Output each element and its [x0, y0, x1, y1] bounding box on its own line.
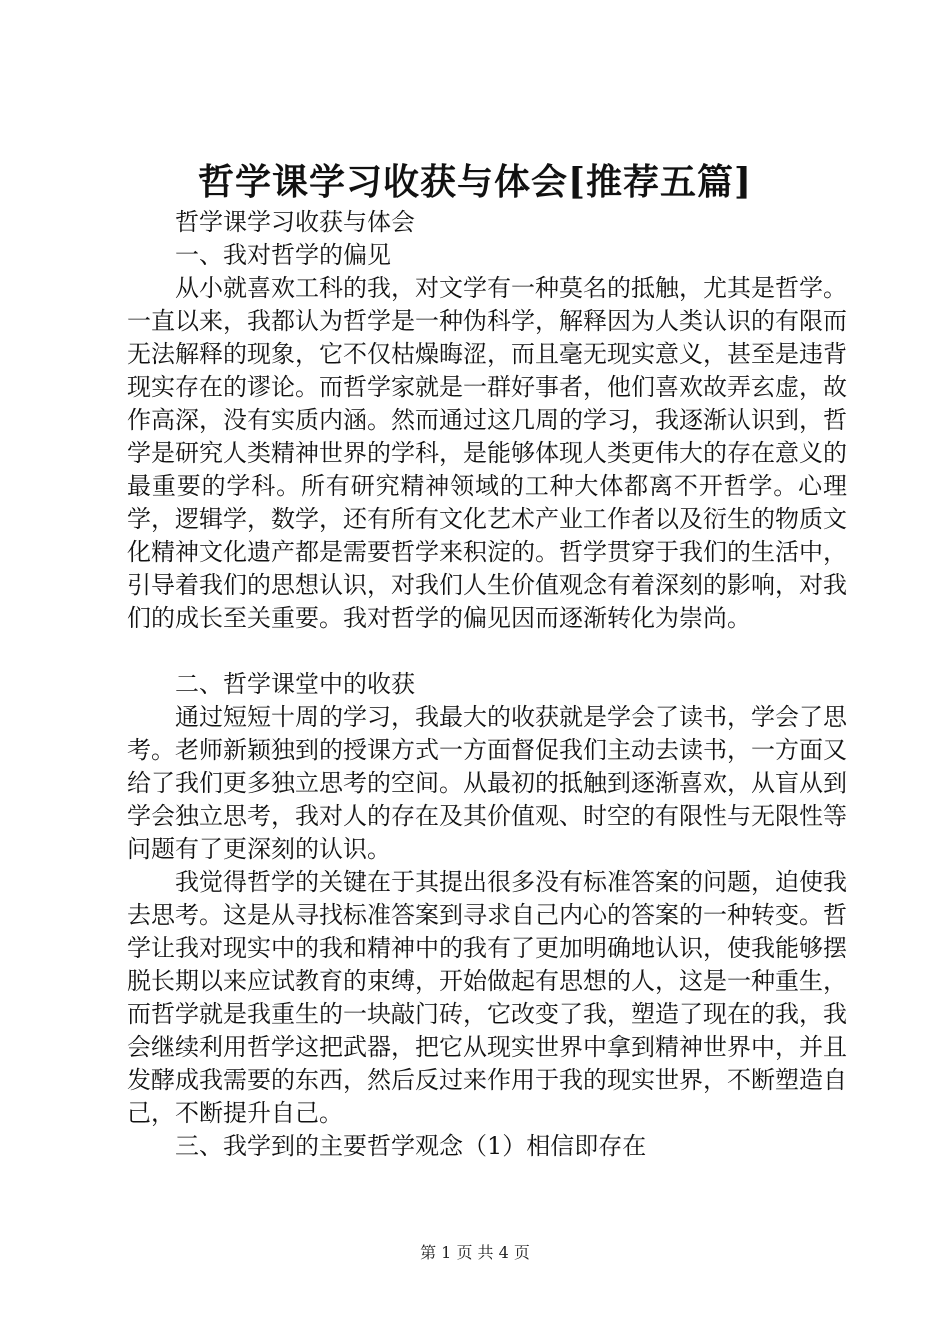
body-paragraph-3: 我觉得哲学的关键在于其提出很多没有标准答案的问题，迫使我去思考。这是从寻找标准答案到寻求自己内心的答案的一种转变。哲学让我对现实中的我和精神中的我有了更加明确地认识，使我能够摆脱长期以来应试教育的束缚，开始做起有思想的人，这是一种重生，而哲学就是我重生的一块敲门砖，它改变了我，塑造了现在的我，我会继续利用哲学这把武器，把它从现实世界中拿到精神世界中，并且发酵成我需要的东西，然后反过来作用于我的现实世界，不断塑造自己，不断提升自己。 [127, 868, 847, 1127]
section-heading-3: 三、我学到的主要哲学观念（1）相信即存在 [175, 1132, 647, 1160]
subtitle-paragraph: 哲学课学习收获与体会 [175, 208, 415, 236]
section-heading-2: 二、哲学课堂中的收获 [175, 670, 415, 698]
document-body [127, 206, 847, 1163]
page-number-footer: 第 1 页 共 4 页 [420, 1243, 530, 1262]
body-paragraph-2: 通过短短十周的学习，我最大的收获就是学会了读书，学会了思考。老师新颖独到的授课方式一方面督促我们主动去读书，一方面又给了我们更多独立思考的空间。从最初的抵触到逐渐喜欢，从盲从到学会独立思考，我对人的存在及其价值观、时空的有限性与无限性等问题有了更深刻的认识。 [127, 703, 847, 863]
section-heading-1: 一、我对哲学的偏见 [175, 241, 391, 269]
body-paragraph-1: 从小就喜欢工科的我，对文学有一种莫名的抵触，尤其是哲学。一直以来，我都认为哲学是一种伪科学，解释因为人类认识的有限而无法解释的现象，它不仅枯燥晦涩，而且毫无现实意义，甚至是违背现实存在的谬论。而哲学家就是一群好事者，他们喜欢故弄玄虚，故作高深，没有实质内涵。然而通过这几周的学习，我逐渐认识到，哲学是研究人类精神世界的学科，是能够体现人类更伟大的存在意义的最重要的学科。所有研究精神领域的工种大体都离不开哲学。心理学，逻辑学，数学，还有所有文化艺术产业工作者以及衍生的物质文化精神文化遗产都是需要哲学来积淀的。哲学贯穿于我们的生活中，引导着我们的思想认识，对我们人生价值观念有着深刻的影响，对我们的成长至关重要。我对哲学的偏见因而逐渐转化为崇尚。 [127, 274, 847, 632]
document-title: 哲学课学习收获与体会[推荐五篇] [197, 161, 753, 203]
